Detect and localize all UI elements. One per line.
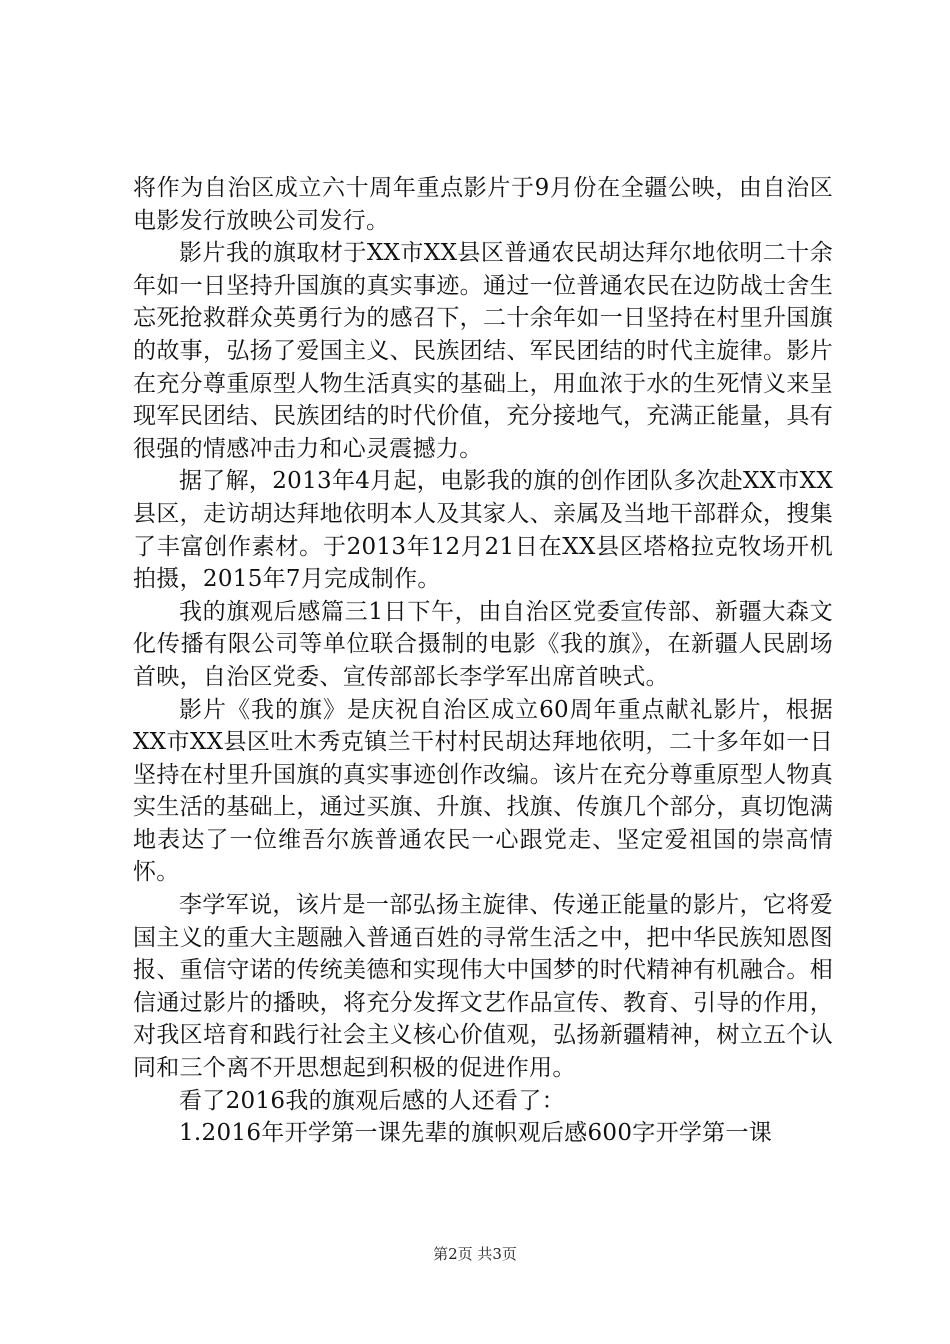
paragraph-4: 我的旗观后感篇三1日下午，由自治区党委宣传部、新疆大森文化传播有限公司等单位联合摄制的电影《我的旗》，在新疆人民剧场首映，自治区党委、宣传部部长李学军出席首映式。 xyxy=(133,598,833,690)
paragraph-2: 影片我的旗取材于XX市XX县区普通农民胡达拜尔地依明二十余年如一日坚持升国旗的真实事迹。通过一位普通农民在边防战士舍生忘死抢救群众英勇行为的感召下，二十余年如一日坚持在村里升国旗的故事，弘扬了爱国主义、民族团结、军民团结的时代主旋律。影片在充分尊重原型人物生活真实的基础上，用血浓于水的生死情义来呈现军民团结、民族团结的时代价值，充分接地气，充满正能量，具有很强的情感冲击力和心灵震撼力。 xyxy=(133,240,833,462)
page-number-label: 第2页 共3页 xyxy=(433,1245,517,1263)
paragraph-8: 1.2016年开学第一课先辈的旗帜观后感600字开学第一课 xyxy=(179,1120,773,1147)
paragraph-1: 将作为自治区成立六十周年重点影片于9月份在全疆公映，由自治区电影发行放映公司发行。 xyxy=(133,175,833,234)
document-body xyxy=(133,172,833,1150)
paragraph-7: 看了2016我的旗观后感的人还看了： xyxy=(179,1087,565,1114)
paragraph-5: 影片《我的旗》是庆祝自治区成立60周年重点献礼影片，根据XX市XX县区吐木秀克镇兰干村村民胡达拜地依明，二十多年如一日坚持在村里升国旗的真实事迹创作改编。该片在充分尊重原型人物真实生活的基础上，通过买旗、升旗、找旗、传旗几个部分，真切饱满地表达了一位维吾尔族普通农民一心跟党走、坚定爱祖国的崇高情怀。 xyxy=(133,696,833,886)
paragraph-3: 据了解，2013年4月起，电影我的旗的创作团队多次赴XX市XX县区，走访胡达拜地依明本人及其家人、亲属及当地干部群众，搜集了丰富创作素材。于2013年12月21日在XX县区塔格拉克牧场开机拍摄，2015年7月完成制作。 xyxy=(133,468,833,593)
page-footer xyxy=(0,1244,950,1264)
paragraph-6: 李学军说，该片是一部弘扬主旋律、传递正能量的影片，它将爱国主义的重大主题融入普通百姓的寻常生活之中，把中华民族知恩图报、重信守诺的传统美德和实现伟大中国梦的时代精神有机融合。相信通过影片的播映，将充分发挥文艺作品宣传、教育、引导的作用，对我区培育和践行社会主义核心价值观，弘扬新疆精神，树立五个认同和三个离不开思想起到积极的促进作用。 xyxy=(133,892,833,1082)
